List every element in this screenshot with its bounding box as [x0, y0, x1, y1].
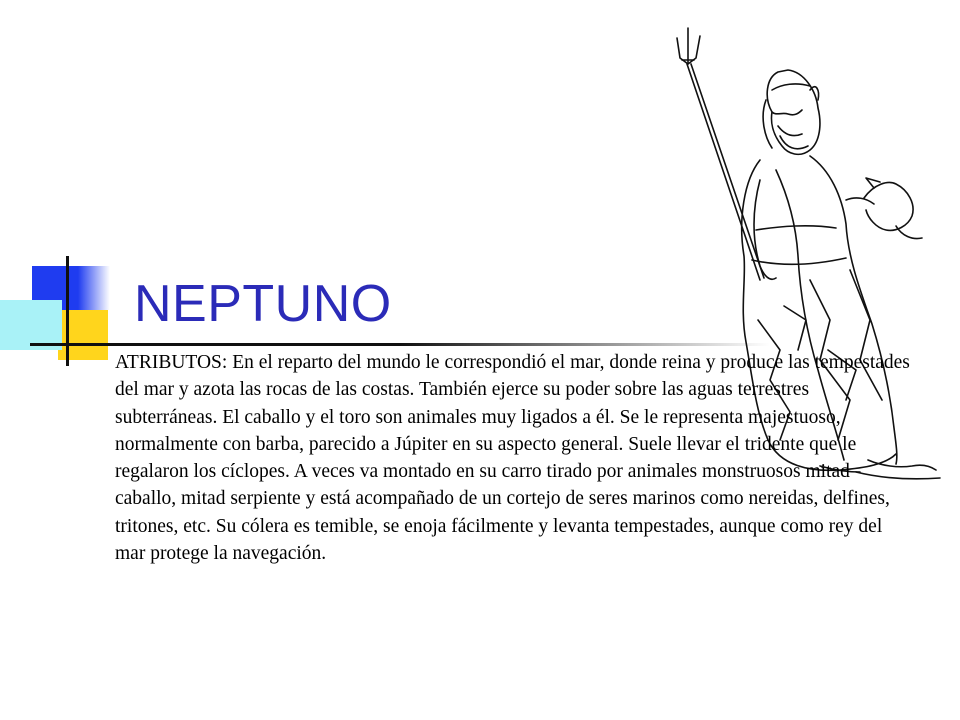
decorative-gradient [78, 266, 110, 310]
decorative-vertical-line [66, 256, 69, 366]
decorative-horizontal-line [30, 343, 770, 346]
slide-body-text: ATRIBUTOS: En el reparto del mundo le correspondió el mar, donde reina y produce las tempestades del mar y azota las rocas de las costas. También ejerce su poder sobre las aguas terrestres subterráneas. El caballo y el toro son animales muy ligados a él. Se le representa majestuoso, normalmente con barba, parecido a Júpiter en su aspecto general. Suele llevar el tridente que le regalaron los cíclopes. A veces va montado en su carro tirado por animales monstruosos mitad caballo, mitad serpiente y está acompañado de un cortejo de seres marinos como nereidas, delfines, tritones, etc. Su cólera es temible, se enoja fácilmente y levanta tempestades, aunque como rey del mar protege la navegación. [115, 352, 910, 565]
slide-title: NEPTUNO [134, 275, 392, 333]
trident-icon [677, 28, 764, 280]
